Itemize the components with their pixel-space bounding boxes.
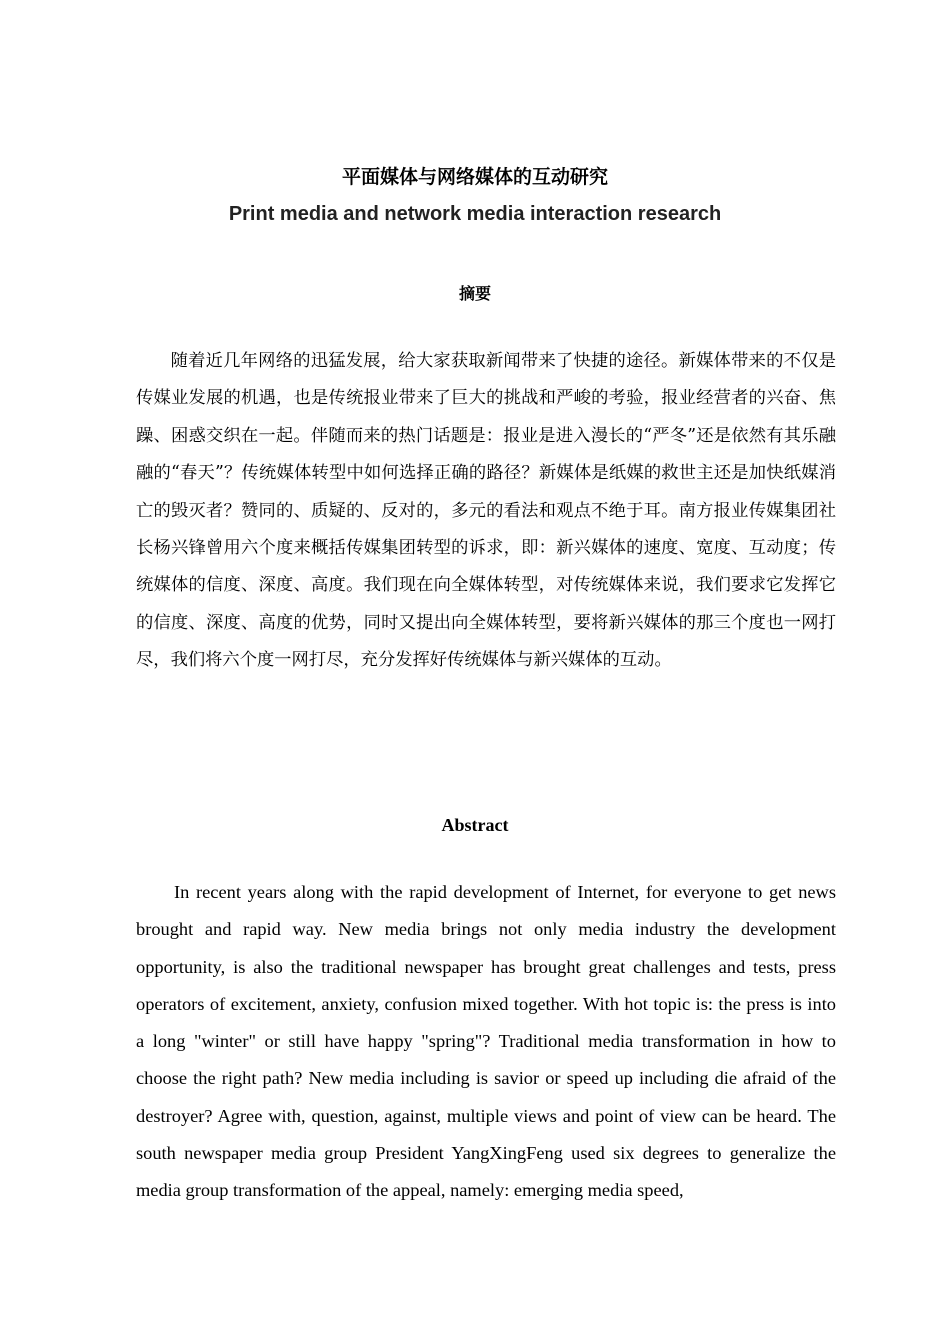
abstract-body-english: In recent years along with the rapid development of Internet, for everyone to get news brought and rapid way. New media brings not only media industry the development opportunity, is also the traditional newspaper has brought great challenges and tests, press operators of excitement, anxiety, confusion mixed together. With hot topic is: the press is into a long "winter" or still have happy "spring"? Traditional media transformation in how to choose the right path? New media including is savior or speed up including die afraid of the destroyer? Agree with, question, against, multiple views and point of view can be heard. The south newspaper media group President YangXingFeng used six degrees to generalize the media group transformation of the appeal, namely: emerging media speed,	[136, 882, 836, 1201]
abstract-heading-chinese: 摘要	[458, 284, 491, 303]
abstract-heading-english: Abstract	[441, 815, 509, 835]
paper-title-chinese: 平面媒体与网络媒体的互动研究	[341, 166, 608, 188]
paper-title-english: Print media and network media interaction research	[228, 203, 722, 225]
abstract-body-chinese: 随着近几年网络的迅猛发展，给大家获取新闻带来了快捷的途径。新媒体带来的不仅是传媒业发展的机遇，也是传统报业带来了巨大的挑战和严峻的考验，报业经营者的兴奋、焦躁、困惑交织在一起。伴随而来的热门话题是：报业是进入漫长的“严冬”还是依然有其乐融融的“春天”？传统媒体转型中如何选择正确的路径？新媒体是纸媒的救世主还是加快纸媒消亡的毁灭者？赞同的、质疑的、反对的，多元的看法和观点不绝于耳。南方报业传媒集团社长杨兴锋曾用六个度来概括传媒集团转型的诉求，即：新兴媒体的速度、宽度、互动度；传统媒体的信度、深度、高度。我们现在向全媒体转型，对传统媒体来说，我们要求它发挥它的信度、深度、高度的优势，同时又提出向全媒体转型，要将新兴媒体的那三个度也一网打尽，我们将六个度一网打尽，充分发挥好传统媒体与新兴媒体的互动。	[136, 351, 836, 671]
